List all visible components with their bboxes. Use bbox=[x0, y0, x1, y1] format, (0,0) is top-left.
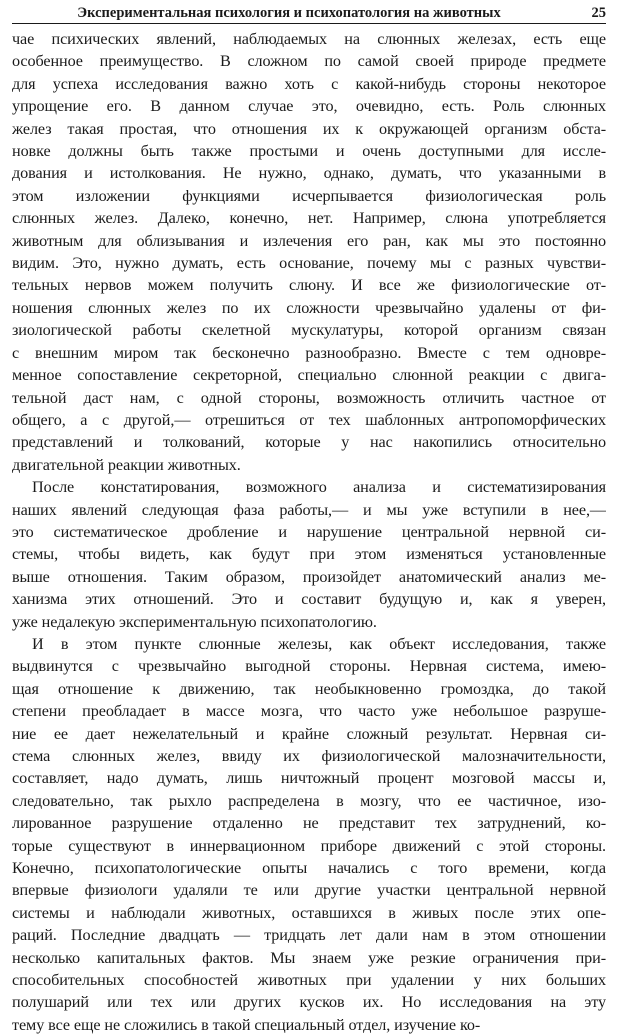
text-line: это систематическое дробление и нарушение центральной нервной си- bbox=[12, 522, 606, 541]
text-line: видим. Это, нужно думать, есть основание, почему мы с разных чувстви- bbox=[12, 254, 606, 273]
text-line: ношения слюнных желез по их сложности чрезвычайно удалены от фи- bbox=[12, 298, 606, 317]
running-title: Экспериментальная психология и психопатология на животных bbox=[77, 5, 501, 21]
text-line: После констатирования, возможного анализа и систематизирования bbox=[32, 478, 606, 497]
text-line: этом изложении функциями исчерпывается физиологическая роль bbox=[12, 186, 606, 205]
text-line: упрощение его. В данном случае это, очевидно, есть. Роль слюнных bbox=[12, 97, 606, 116]
text-line: с внешним миром так бесконечно разнообразно. Вместе с тем одновре- bbox=[12, 343, 606, 362]
text-line: стемы, чтобы видеть, как будут при этом изменяться установленные bbox=[12, 545, 606, 564]
text-line: системы и наблюдали животных, оставшихся в живых после этих опе- bbox=[12, 903, 606, 922]
text-line: составляет, надо думать, лишь ничтожный процент мозговой массы и, bbox=[12, 769, 606, 788]
text-line: особенное преимущество. В сложном по самой своей природе предмете bbox=[12, 52, 606, 71]
text-line: выдвинутся с чрезвычайно выгодной стороны. Нервная система, имею- bbox=[12, 657, 606, 676]
text-line: стема слюнных желез, ввиду их физиологической малозначительности, bbox=[12, 747, 606, 765]
text-line: ние ее дает нежелательный и крайне сложный результат. Нервная си- bbox=[12, 724, 606, 743]
text-line: торые существуют в иннервационном приборе движений с этой стороны. bbox=[12, 836, 606, 855]
text-line: чае психических явлений, наблюдаемых на слюнных железах, есть еще bbox=[12, 30, 606, 48]
text-line: Конечно, психопатологические опыты начались с того времени, когда bbox=[12, 859, 606, 878]
text-line: представлений и толкований, которые у нас накопились относительно bbox=[12, 433, 606, 452]
text-line: желез такая простая, что отношения их к окружающей организм обста- bbox=[12, 119, 606, 138]
text-line: для успеха исследования важно хоть с какой-нибудь стороны некоторое bbox=[12, 74, 606, 93]
text-line: следовательно, так рыхло распределена в мозгу, что ее частичное, изо- bbox=[12, 791, 606, 810]
text-line: наших явлений следующая фаза работы,— и мы уже вступили в нее,— bbox=[12, 500, 606, 519]
text-line: слюнных желез. Далеко, конечно, нет. Например, слюна употребляется bbox=[12, 209, 606, 228]
text-line: двигательной реакции животных. bbox=[12, 455, 241, 474]
body-text bbox=[12, 28, 606, 1036]
text-line: раций. Последние двадцать — тридцать лет дали нам в этом отношении bbox=[12, 926, 606, 945]
text-line: полушарий или тех или других кусков их. Но исследования на эту bbox=[12, 993, 606, 1012]
text-line: щая отношение к движению, так необыкновенно громоздка, до такой bbox=[12, 679, 606, 698]
paragraph bbox=[12, 28, 606, 476]
text-line: тельных нервов можем получить слюну. И все же физиологические от- bbox=[12, 276, 606, 295]
text-line: уже недалекую экспериментальную психопатологию. bbox=[12, 612, 377, 631]
text-line: степени преобладает в массе мозга, что часто уже небольшое разруше- bbox=[12, 702, 606, 721]
text-line: тему все еще не сложились в такой специальный отдел, изучение ко- bbox=[12, 1015, 481, 1034]
paragraph bbox=[12, 633, 606, 1036]
text-line: лированное разрушение отдаленно не представит тех затруднений, ко- bbox=[12, 814, 606, 833]
text-line: дования и истолкования. Не нужно, однако, думать, что указанными в bbox=[12, 164, 606, 183]
text-line: тельной даст нам, с одной стороны, возможность отличить частное от bbox=[12, 388, 606, 407]
text-line: впервые физиологи удаляли те или другие участки центральной нервной bbox=[12, 881, 606, 900]
paragraph bbox=[12, 476, 606, 633]
text-line: выше отношения. Таким образом, произойдет анатомический анализ ме- bbox=[12, 567, 606, 586]
text-line: зиологической работы скелетной мускулатуры, которой организм связан bbox=[12, 321, 606, 340]
text-line: способительных способностей животных при удалении у них больших bbox=[12, 971, 606, 990]
text-line: новке должны быть также простыми и очень доступными для иссле- bbox=[12, 142, 606, 161]
text-line: менное сопоставление секреторной, специально слюнной реакции с двига- bbox=[12, 366, 606, 385]
running-header bbox=[12, 3, 606, 24]
text-line: ханизма этих отношений. Это и составит будущую и, как я уверен, bbox=[12, 590, 606, 609]
text-line: несколько капитальных фактов. Мы знаем уже резкие ограничения при- bbox=[12, 948, 606, 967]
page-number: 25 bbox=[591, 5, 606, 21]
text-line: общего, а с другой,— отрешиться от тех шаблонных антропоморфических bbox=[12, 410, 606, 429]
text-line: животным для облизывания и излечения его ран, как мы это постоянно bbox=[12, 231, 606, 250]
text-line: И в этом пункте слюнные железы, как объект исследования, также bbox=[32, 634, 606, 653]
